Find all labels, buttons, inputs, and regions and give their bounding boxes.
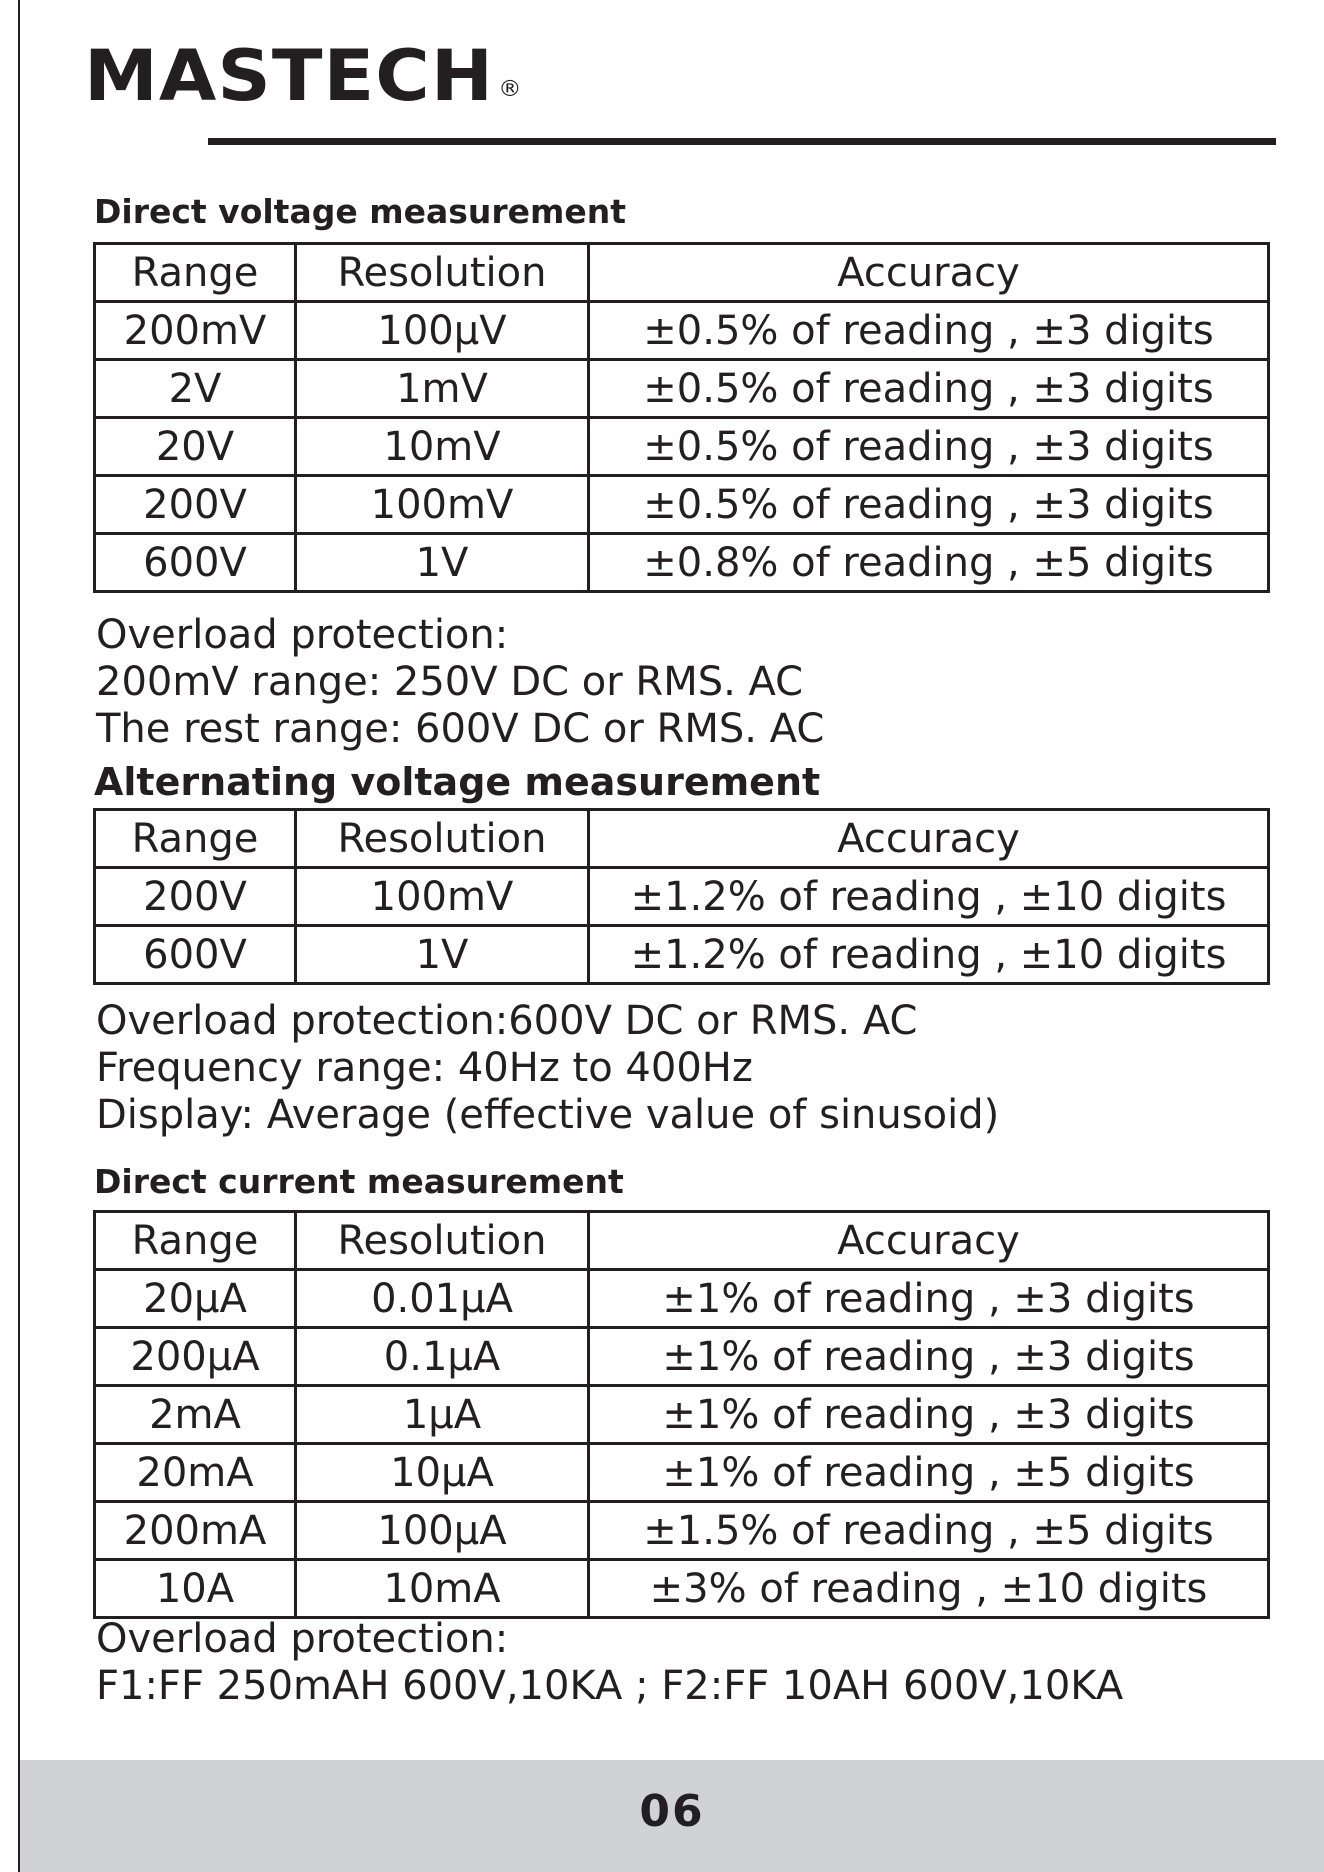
brand-logo [84, 36, 523, 134]
accuracy-cell: ±1% of reading , ±3 digits [589, 1270, 1269, 1328]
note-line: Overload protection: [96, 612, 509, 658]
range-cell: 2mA [95, 1386, 296, 1444]
registered-mark: ® [498, 77, 523, 102]
table-header-row [95, 1212, 1269, 1270]
resolution-cell: 1μA [296, 1386, 589, 1444]
table-row [95, 1444, 1269, 1502]
table-row [95, 360, 1269, 418]
range-cell: 200V [95, 476, 296, 534]
note-line: Overload protection: [96, 1616, 509, 1662]
accuracy-cell: ±1.2% of reading , ±10 digits [589, 926, 1269, 984]
accuracy-cell: ±1.5% of reading , ±5 digits [589, 1502, 1269, 1560]
accuracy-cell: ±1.2% of reading , ±10 digits [589, 868, 1269, 926]
table-row [95, 418, 1269, 476]
accuracy-cell: ±0.8% of reading , ±5 digits [589, 534, 1269, 592]
table-row [95, 476, 1269, 534]
table-row [95, 926, 1269, 984]
accuracy-cell: ±0.5% of reading , ±3 digits [589, 360, 1269, 418]
accuracy-header: Accuracy [589, 1212, 1269, 1270]
brand-name: MASTECH [84, 35, 494, 117]
dc-voltage-notes [96, 612, 824, 753]
footer-band [20, 1760, 1324, 1872]
range-cell: 200V [95, 868, 296, 926]
accuracy-cell: ±0.5% of reading , ±3 digits [589, 418, 1269, 476]
table-row [95, 1560, 1269, 1618]
resolution-header: Resolution [296, 1212, 589, 1270]
range-cell: 200μA [95, 1328, 296, 1386]
ac-voltage-table [93, 808, 1270, 985]
range-cell: 600V [95, 926, 296, 984]
resolution-cell: 10μA [296, 1444, 589, 1502]
resolution-header: Resolution [296, 244, 589, 302]
resolution-cell: 0.1μA [296, 1328, 589, 1386]
header-rule [208, 138, 1276, 145]
resolution-cell: 10mA [296, 1560, 589, 1618]
range-cell: 200mV [95, 302, 296, 360]
binding-line [18, 0, 20, 1872]
ac-voltage-notes [96, 998, 999, 1139]
resolution-cell: 100μV [296, 302, 589, 360]
range-header: Range [95, 810, 296, 868]
accuracy-cell: ±0.5% of reading , ±3 digits [589, 302, 1269, 360]
resolution-cell: 1mV [296, 360, 589, 418]
accuracy-cell: ±1% of reading , ±3 digits [589, 1328, 1269, 1386]
note-line: Display: Average (effective value of sinusoid) [96, 1092, 1000, 1138]
accuracy-header: Accuracy [589, 244, 1269, 302]
table-row [95, 534, 1269, 592]
accuracy-cell: ±0.5% of reading , ±3 digits [589, 476, 1269, 534]
table-row [95, 1270, 1269, 1328]
resolution-cell: 1V [296, 534, 589, 592]
table-row [95, 868, 1269, 926]
note-line: 200mV range: 250V DC or RMS. AC [96, 659, 804, 705]
resolution-cell: 100μA [296, 1502, 589, 1560]
page-number: 06 [639, 1786, 705, 1837]
accuracy-cell: ±3% of reading , ±10 digits [589, 1560, 1269, 1618]
range-header: Range [95, 244, 296, 302]
table-row [95, 1328, 1269, 1386]
note-line: The rest range: 600V DC or RMS. AC [96, 706, 825, 752]
accuracy-cell: ±1% of reading , ±3 digits [589, 1386, 1269, 1444]
dc-current-table [93, 1210, 1270, 1619]
table-header-row [95, 810, 1269, 868]
resolution-cell: 10mV [296, 418, 589, 476]
dc-voltage-heading: Direct voltage measurement [94, 192, 627, 231]
range-cell: 20V [95, 418, 296, 476]
range-cell: 200mA [95, 1502, 296, 1560]
ac-voltage-heading: Alternating voltage measurement [94, 760, 821, 804]
table-header-row [95, 244, 1269, 302]
accuracy-cell: ±1% of reading , ±5 digits [589, 1444, 1269, 1502]
range-cell: 20mA [95, 1444, 296, 1502]
note-line: Overload protection:600V DC or RMS. AC [96, 998, 918, 1044]
range-cell: 10A [95, 1560, 296, 1618]
dc-voltage-table [93, 242, 1270, 593]
range-cell: 600V [95, 534, 296, 592]
range-cell: 2V [95, 360, 296, 418]
resolution-cell: 1V [296, 926, 589, 984]
note-line: Frequency range: 40Hz to 400Hz [96, 1045, 753, 1091]
dc-current-notes [96, 1616, 1123, 1710]
resolution-header: Resolution [296, 810, 589, 868]
note-line: F1:FF 250mAH 600V,10KA ; F2:FF 10AH 600V,10KA [96, 1663, 1124, 1709]
range-cell: 20μA [95, 1270, 296, 1328]
table-row [95, 302, 1269, 360]
table-row [95, 1502, 1269, 1560]
accuracy-header: Accuracy [589, 810, 1269, 868]
resolution-cell: 0.01μA [296, 1270, 589, 1328]
resolution-cell: 100mV [296, 476, 589, 534]
range-header: Range [95, 1212, 296, 1270]
dc-current-heading: Direct current measurement [94, 1162, 624, 1201]
resolution-cell: 100mV [296, 868, 589, 926]
table-row [95, 1386, 1269, 1444]
